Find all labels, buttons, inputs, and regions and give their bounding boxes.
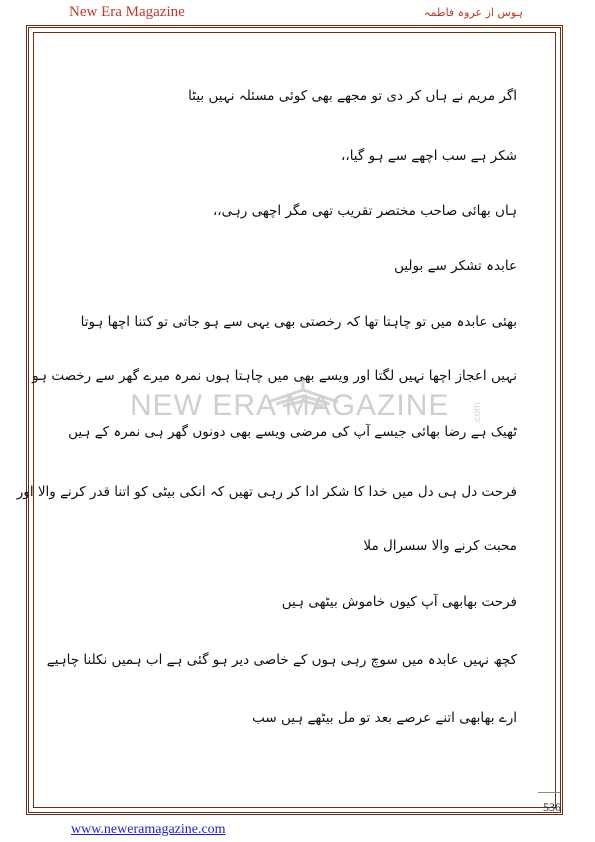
text-line-12: ارے بھابھی اتنے عرصے بعد تو مل بیٹھے ہیں سب — [252, 710, 517, 726]
text-line-9: محبت کرنے والا سسرال ملا — [363, 538, 517, 554]
text-line-3: ہاں بھائی صاحب مختصر تقریب تھی مگر اچھی رہی،، — [212, 203, 517, 219]
magazine-title: New Era Magazine — [69, 4, 185, 20]
text-line-8: فرحت دل ہی دل میں خدا کا شکر ادا کر رہی تھیں کہ انکی بیٹی کو اتنا قدر کرنے والا اور — [16, 484, 517, 500]
text-line-1: اگر مریم نے ہاں کر دی تو مجھے بھی کوئی مسئلہ نہیں بیٹا — [188, 88, 517, 104]
text-line-2: شکر ہے سب اچھے سے ہو گیا،، — [340, 148, 517, 164]
text-line-5: بھئی عابدہ میں تو چاہتا تھا کہ رخصتی بھی یہی سے ہو جاتی تو کتنا اچھا ہوتا — [80, 314, 517, 330]
story-title: ہوس از عروہ فاطمہ — [424, 6, 523, 19]
text-line-7: ٹھیک ہے رضا بھائی جیسے آپ کی مرضی ویسے بھی دونوں گھر ہی نمرہ کے ہیں — [68, 424, 517, 440]
text-line-10: فرحت بھابھی آپ کیوں خاموش بیٹھی ہیں — [281, 594, 517, 610]
text-line-4: عابدہ تشکر سے بولیں — [394, 258, 517, 274]
svg-text:.com: .com — [472, 402, 483, 424]
website-link[interactable]: www.neweramagazine.com — [71, 822, 226, 837]
text-line-11: کچھ نہیں عابدہ میں سوچ رہی ہوں کے خاصی دیر ہو گئی ہے اب ہمیں نکلنا چاہیے — [46, 652, 517, 668]
page-number-rule — [538, 792, 560, 793]
page-number: 536 — [543, 800, 561, 814]
watermark-text: NEW ERA MAGAZINE — [130, 389, 450, 422]
text-line-6: نہیں اعجاز اچھا نہیں لگتا اور ویسے بھی میں چاہتا ہوں نمرہ میرے گھر سے رخصت ہو — [32, 368, 517, 384]
